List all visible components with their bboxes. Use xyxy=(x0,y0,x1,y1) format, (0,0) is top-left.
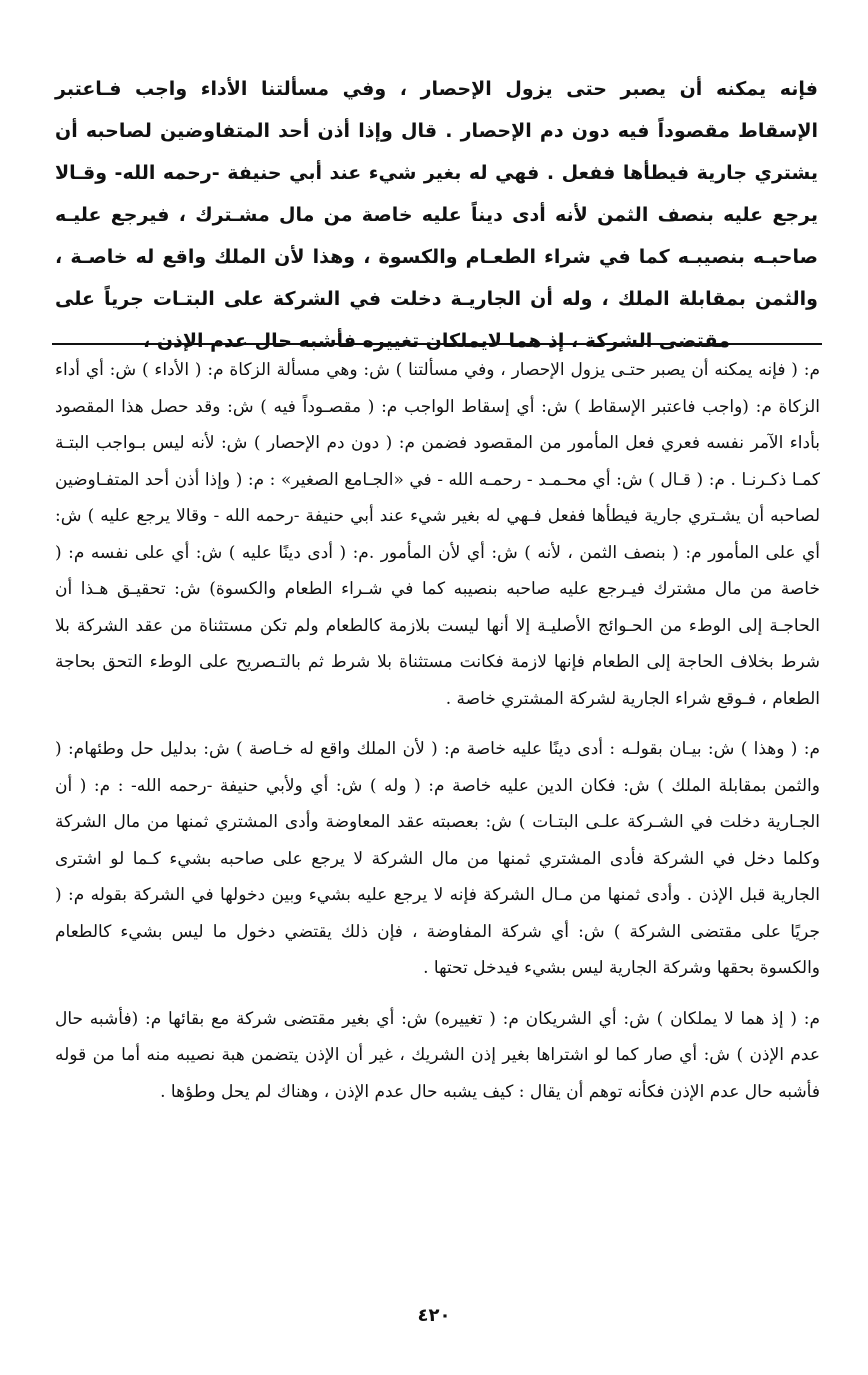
commentary-paragraph-3: م: ( إذ هما لا يملكان ) ش: أي الشريكان م: ( تغييره) ش: أي بغير مقتضى شركة مع بقائها م: (فأشبه حال عدم الإذن ) ش: أي صار كما لو اشتراها بغير إذن الشريك ، غير أن الإذن يتضمن هبة نصيبه منه أما من قوله فأشبه حال عدم الإذن فكأنه توهم أن يقال : كيف يشبه حال عدم الإذن ، وهناك لم يحل وطؤها . xyxy=(55,1008,820,1102)
commentary-paragraph-2: م: ( وهذا ) ش: بيـان بقولـه : أدى دينًا عليه خاصة م: ( لأن الملك واقع له خـاصة ) ش: بدليل حل وطئهام: ( والثمن بمقابلة الملك ) ش: فكان الدين عليه خاصة م: ( وله ) ش: أي ولأبي حنيفة -رحمه الله- : م: ( أن الجـارية دخلت في الشـركة علـى البتـات ) ش: بعصبته عقد المعاوضة وأدى المشتري ثمنها من مال الشركة وكلما دخل في الشركة فأدى المشتري ثمنها من مال الشركة لا يرجع على صاحبه بشيء كـما لو اشترى الجارية قبل الإذن . وأدى ثمنها من مـال الشركة فإنه لا يرجع عليه بشيء وبين دخولها في الشركة بقوله م: ( جريًا على مقتضى الشركة ) ش: أي شركة المفاوضة ، فإن ذلك يقتضي دخول ما ليس بشيء كالطعام والكسوة بحقها وشركة الجارية ليس بشيء فيدخل تحتها . xyxy=(55,739,820,978)
commentary xyxy=(55,352,820,1124)
main-text: فإنه يمكنه أن يصبر حتى يزول الإحصار ، وفي مسألتنا الأداء واجب فـاعتبر الإسقاط مقصوداً فيه دون دم الإحصار . قال وإذا أذن أحد المتفاوضين لصاحبه أن يشتري جارية فيطأها ففعل . فهي له بغير شيء عند أبي حنيفة -رحمه الله- وقـالا يرجع عليه بنصف الثمن لأنه أدى ديناً عليه خاصة من مال مشـترك ، فيرجع عليـه صاحبـه بنصيبـه كما في شراء الطعـام والكسوة ، وهذا لأن الملك واقع له خاصـة ، والثمن بمقابلة الملك ، وله أن الجاريـة دخلت في الشركة على البتـات جرياً على مقتضى الشركة ، إذ هما لايملكان تغييره فأشبه حال عدم الإذن ، xyxy=(55,78,818,352)
section-divider xyxy=(52,343,822,345)
commentary-paragraph-1: م: ( فإنه يمكنه أن يصبر حتـى يزول الإحصار ، وفي مسألتنا ) ش: وهي مسألة الزكاة م: ( الأداء ) ش: أي أداء الزكاة م: (واجب فاعتبر الإسقاط ) ش: أي إسقاط الواجب م: ( مقصـوداً فيه ) ش: وقد حصل هذا المقصود بأداء الآمر نفسه فعري فعل المأمور من المقصود فضمن م: ( دون دم الإحصار ) ش: لأنه ليس بـواجب البتـة كمـا ذكـرنـا . م: ( قـال ) ش: أي محـمـد - رحمـه الله - في «الجـامع الصغير» : م: ( وإذا أذن أحد المتفـاوضين لصاحبه أن يشـتري جارية فيطأها ففعل فـهي له بغير شيء عند أبي حنيفة -رحمه الله - وقالا يرجع عليه ) ش: أي على المأمور م: ( بنصف الثمن ، لأنه ) ش: أي لأن المأمور .م: ( أدى دينًا عليه ) ش: أي على نفسه م: ( خاصة من مال مشترك فيـرجع عليه صاحبه بنصيبه كما في شـراء الطعام والكسوة) ش: تحقيـق هـذا أن الحاجـة إلى الوطء من الحـوائج الأصليـة إلا أنها ليست بلازمة كالطعام ولم تكن مستثناة من عقد الشركة بلا شرط بخلاف الحاجة إلى الطعام فإنها لازمة فكانت مستثناة بلا شرط ثم بالتـصريح على الوطء التحق بحاجة الطعام ، فـوقع شراء الجارية لشركة المشتري خاصة . xyxy=(55,360,820,709)
page-number: ٤٢٠ xyxy=(417,1305,451,1326)
